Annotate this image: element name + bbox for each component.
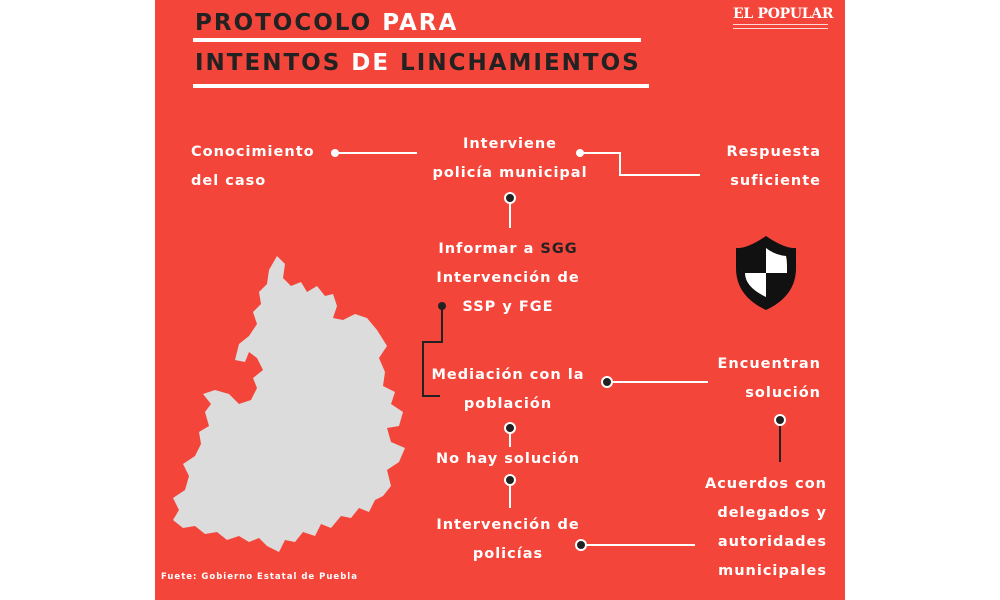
source-credit: Fuete: Gobierno Estatal de Puebla [161, 572, 358, 582]
node-informar-sgg: Informar a SGG Intervención de SSP y FGE [436, 241, 580, 315]
node-mediacion-con-la-poblacion: Mediación con la población [431, 367, 585, 412]
logo-underline [733, 24, 828, 29]
node-interviene-policia-municipal: Interviene policía municipal [432, 136, 588, 181]
node-intervencion-de-policias: Intervención de policías [436, 517, 580, 562]
node-acuerdos-con-delegados: Acuerdos con delegados y autoridades municipales [704, 476, 827, 579]
title-line-2: INTENTOS DE LINCHAMIENTOS [195, 50, 641, 76]
title-rule-top [193, 38, 641, 42]
node-no-hay-solucion: No hay solución [435, 451, 581, 467]
shield-icon [736, 236, 796, 310]
node-respuesta-suficiente: Respuesta suficiente [726, 144, 821, 189]
node-conocimiento-del-caso: Conocimiento del caso [191, 144, 315, 189]
node-encuentran-solucion: Encuentran solución [717, 356, 821, 401]
el-popular-logo: EL POPULAR [733, 6, 834, 22]
puebla-state-map [173, 256, 405, 552]
infographic [155, 0, 845, 600]
title-line-1: PROTOCOLO PARA [195, 10, 459, 36]
title-rule-bottom [193, 84, 649, 88]
